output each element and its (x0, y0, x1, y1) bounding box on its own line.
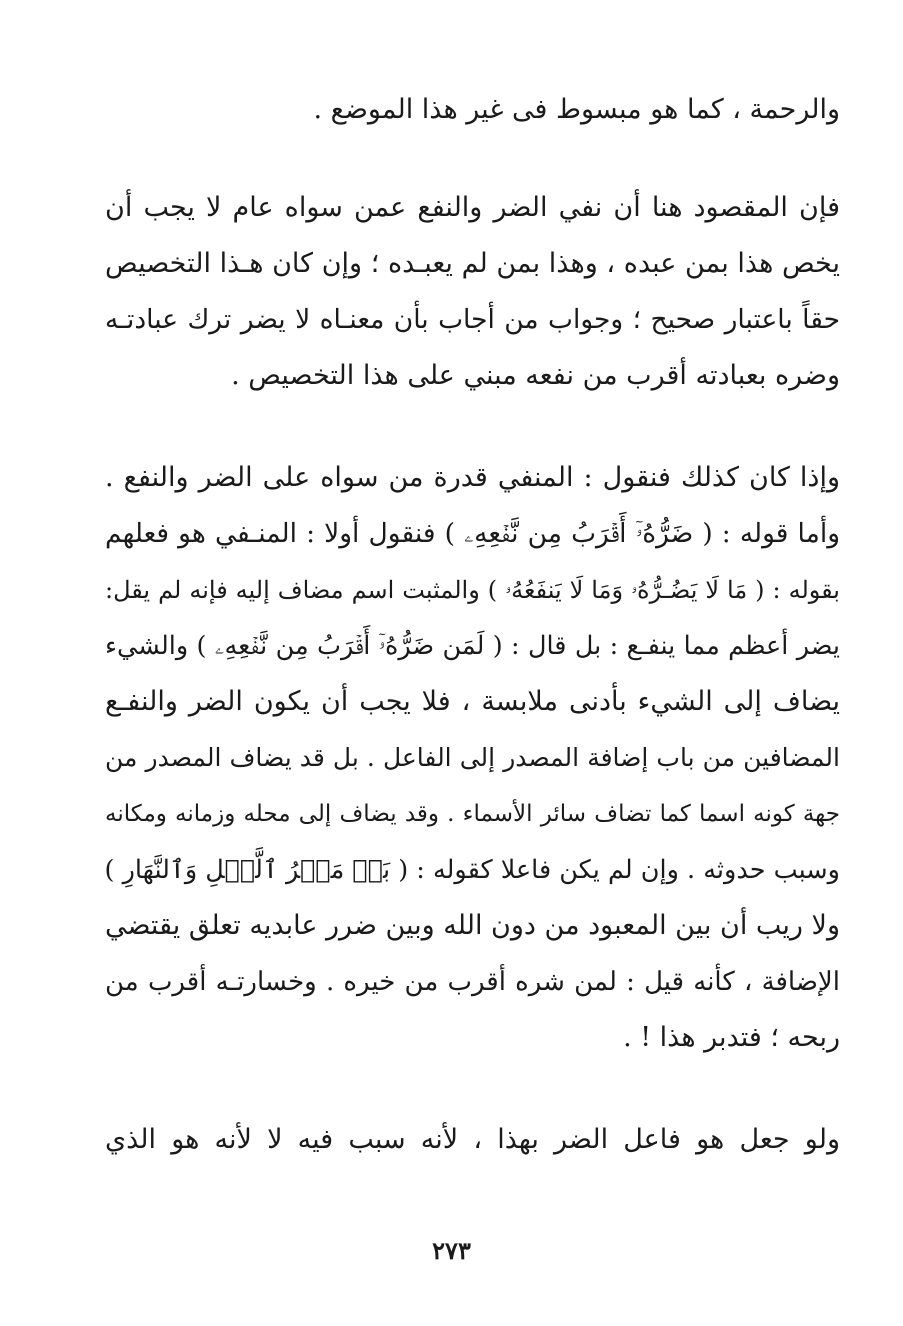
text-line: يخص هذا بمن عبده ، وهذا بمن لم يعبـده ؛ وإن كان هـذا التخصيص (105, 248, 840, 279)
text-line: جهة كونه اسما كما تضاف سائر الأسماء . وقد يضاف إلى محله وزمانه ومكانه (105, 801, 840, 827)
text-line: وسبب حدوثه . وإن لم يكن فاعلا كقوله : ( بَلۡ مَكۡرُ ٱلَّيۡلِ وَٱلنَّهَارِ ) (104, 855, 840, 885)
text-line: وضره بعبادته أقرب من نفعه مبني على هذا التخصيص . (231, 360, 840, 391)
paragraph-gap (105, 138, 840, 180)
text-line: بقوله : ( مَا لَا يَضُـرُّهُۥ وَمَا لَا يَنفَعُهُۥ ) والمثبت اسم مضاف إليه فإنه لم يقل: (105, 576, 840, 604)
text-line: والرحمة ، كما هو مبسوط فى غير هذا الموضع . (313, 94, 840, 125)
paragraph-gap (105, 404, 840, 450)
text-line: يضاف إلى الشيء بأدنى ملابسة ، فلا يجب أن يكون الضر والنفـع (105, 686, 840, 717)
text-line: الإضافة ، كأنه قيل : لمن شره أقرب من خيره . وخسارتـه أقرب من (105, 967, 840, 997)
paragraph-2 (105, 180, 840, 404)
text-line: فإن المقصود هنا أن نفي الضر والنفع عمن سواه عام لا يجب أن (105, 192, 840, 223)
paragraph-gap (105, 1066, 840, 1112)
text-line: حقاً باعتبار صحيح ؛ وجواب من أجاب بأن معنـاه لا يضر ترك عبادتـه (105, 304, 840, 335)
text-line: ولا ريب أن بين المعبود من دون الله وبين ضرر عابديه تعلق يقتضي (105, 910, 840, 941)
text-line: وأما قوله : ( ضَرُّهُۥٓ أَقۡرَبُ مِن نَّفۡعِهِۦ ) فنقول أولا : المنـفي هو فعلهم (105, 518, 840, 549)
text-line: المضافين من باب إضافة المصدر إلى الفاعل . بل قد يضاف المصدر من (105, 743, 840, 772)
paragraph-1 (105, 82, 840, 138)
text-line: ولو جعل هو فاعل الضر بهذا ، لأنه سبب فيه لا لأنه هو الذي (105, 1124, 840, 1155)
text-line: ربحه ؛ فتدبر هذا ! . (623, 1022, 840, 1053)
text-line: يضر أعظم مما ينفـع : بل قال : ( لَمَن ضَرُّهُۥٓ أَقۡرَبُ مِن نَّفۡعِهِۦ ) والشيء (105, 631, 840, 661)
page-number: ٢٧٣ (432, 1236, 471, 1265)
document-page (105, 82, 840, 1282)
text-line: وإذا كان كذلك فنقول : المنفي قدرة من سواه على الضر والنفع . (105, 462, 840, 493)
paragraph-4 (105, 1112, 840, 1168)
paragraph-3 (105, 450, 840, 1066)
